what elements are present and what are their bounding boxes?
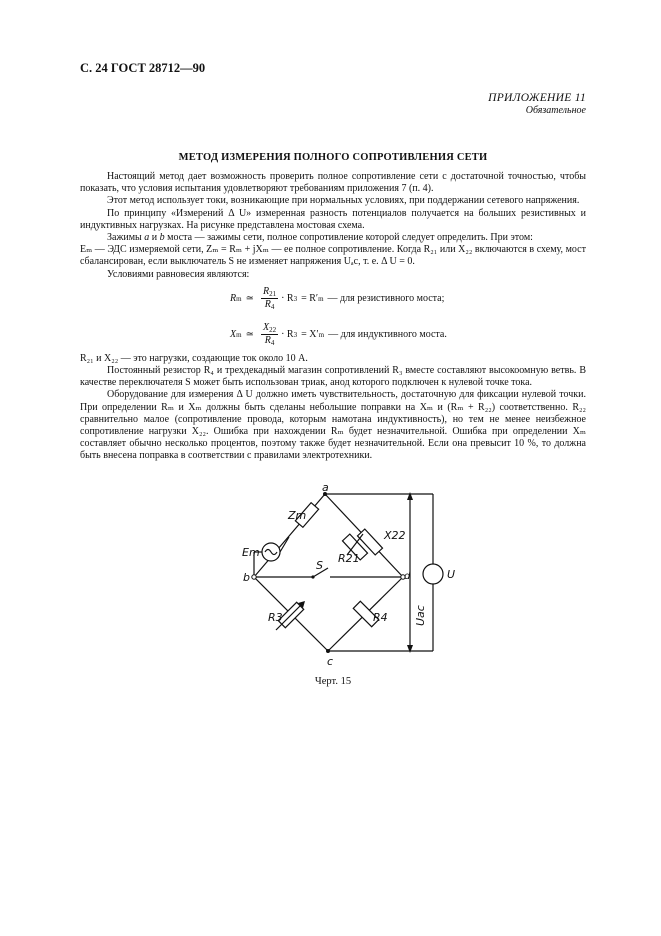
figure-caption: Черт. 15: [314, 676, 352, 687]
f2-eq: = X′: [301, 328, 319, 340]
section-title: МЕТОД ИЗМЕРЕНИЯ ПОЛНОГО СОПРОТИВЛЕНИЯ СЕТИ: [178, 152, 488, 163]
f2-den-sub: 4: [270, 339, 275, 348]
appendix-label: ПРИЛОЖЕНИЕ 11: [488, 92, 586, 104]
page-header: С. 24 ГОСТ 28712—90: [80, 61, 206, 75]
f1-den-sub: 4: [270, 303, 275, 312]
f1-mult: · R: [281, 292, 294, 304]
paragraph-8: Оборудование для измерения Δ U должно иметь чувствительность, достаточную для фиксации нулевой точки. При определении Rₘ и Xₘ должны быть сделаны небольшие поправки на Xₘ и (Rₘ + R₂₂) соответственно. R₂₂ сравнительно малое (сопротивление провода, которым намотана индуктивность), но тем не менее неизбежное сопротивление нагрузки X₂₂. Ошибка при нахождении Rₘ будет незначительной. Ошибка при определении Xₘ составляет обычно несколько процентов, поэтому также будет незначительной. Если она превысит 10 %, то должна быть внесена поправка в соответствии с правилами электротехники.: [80, 389, 586, 462]
uac-arrow-down-icon: [407, 645, 413, 653]
paragraph-5: Условиями равновесия являются:: [107, 268, 250, 280]
f2-mult: · R: [281, 328, 294, 340]
label-node-d: d: [404, 571, 411, 582]
f2-lhs: X: [230, 328, 237, 340]
paragraph-4: [80, 232, 586, 244]
voltmeter-u-icon: [423, 564, 443, 584]
bridge-circuit-diagram: [210, 484, 460, 670]
label-r4: R4: [373, 611, 388, 624]
uac-arrow-up-icon: [407, 492, 413, 500]
label-zm: Zm: [288, 509, 307, 522]
formula-inductive: X m ≃ $\frac{X_{22}}{R_4}$ · R 3 = X′ m — для индуктивного моста.: [230, 322, 447, 348]
f2-num-sub: 22: [269, 326, 277, 335]
f2-num: X: [262, 322, 270, 334]
formula-resistive: R m ≃ $\frac{R_{21}}{R_4}$ · R 3 = R′ m — для резистивного моста;: [230, 286, 445, 312]
f1-num-sub: 21: [269, 290, 277, 299]
label-node-c: c: [327, 655, 334, 668]
label-s: S: [316, 559, 323, 572]
paragraph-1: Настоящий метод дает возможность проверить полное сопротивление сети с достаточной точностью, чтобы показать, что условия испытания удовлетворяют требованиям приложения 7 (п. 4).: [80, 171, 586, 195]
text-run: и: [149, 232, 160, 244]
paragraph-6: R₂₁ и X₂₂ — это нагрузки, создающие ток около 10 А.: [80, 352, 308, 364]
f2-fraction: [261, 322, 278, 347]
paragraph-2: Этот метод использует токи, возникающие при нормальных условиях, при поддержании сетевого напряжения.: [107, 195, 580, 207]
node-c-dot: [326, 649, 330, 653]
label-node-b: b: [243, 571, 250, 584]
document-body: [80, 171, 586, 463]
node-b-ref: b: [159, 232, 165, 244]
text-run: Зажимы: [107, 232, 145, 244]
f2-den: R: [264, 335, 271, 347]
text-run: моста — зажимы сети, полное сопротивление которой следует определить. При этом:: [164, 232, 533, 244]
label-uac: Uac: [414, 605, 427, 626]
f1-fraction: [261, 286, 278, 311]
switch-pivot: [311, 575, 314, 578]
f1-eq: = R′: [301, 292, 319, 304]
f1-approx: ≃: [245, 292, 254, 304]
f1-den: R: [264, 299, 271, 311]
node-a-ref: a: [144, 232, 150, 244]
node-b-dot: [252, 575, 256, 579]
label-x22: X22: [384, 529, 406, 542]
label-r3: R3: [268, 611, 283, 624]
f1-lhs: R: [230, 292, 237, 304]
paragraph-4-continued: Eₘ — ЭДС измеряемой сети, Zₘ = Rₘ + jXₘ — ее полное сопротивление. Когда R₂₁ или X₂₂ включаются в схему, мост сбалансирован, если выключатель S не изменяет напряжения Uₐc, т. е. Δ U = 0.: [80, 244, 586, 268]
label-u: U: [447, 568, 456, 581]
label-em: Em: [242, 546, 260, 559]
appendix-block: [488, 92, 586, 116]
appendix-status: Обязательное: [525, 105, 586, 116]
f2-description: — для индуктивного моста.: [328, 328, 447, 340]
paragraph-7: Постоянный резистор R₄ и трехдекадный магазин сопротивлений R₃ вместе составляют высокоомную ветвь. В качестве переключателя S может быть использован триак, анод которого подключен к нулевой точке тока.: [80, 365, 586, 389]
label-r21: R21: [338, 552, 360, 565]
f1-num: R: [262, 286, 270, 298]
paragraph-3: По принципу «Измерений Δ U» измеренная разность потенциалов получается на больших резистивных и индуктивных нагрузках. На рисунке представлена мостовая схема.: [80, 207, 586, 231]
label-node-a: a: [322, 484, 329, 494]
f1-description: — для резистивного моста;: [327, 292, 445, 304]
f2-approx: ≃: [245, 328, 254, 340]
